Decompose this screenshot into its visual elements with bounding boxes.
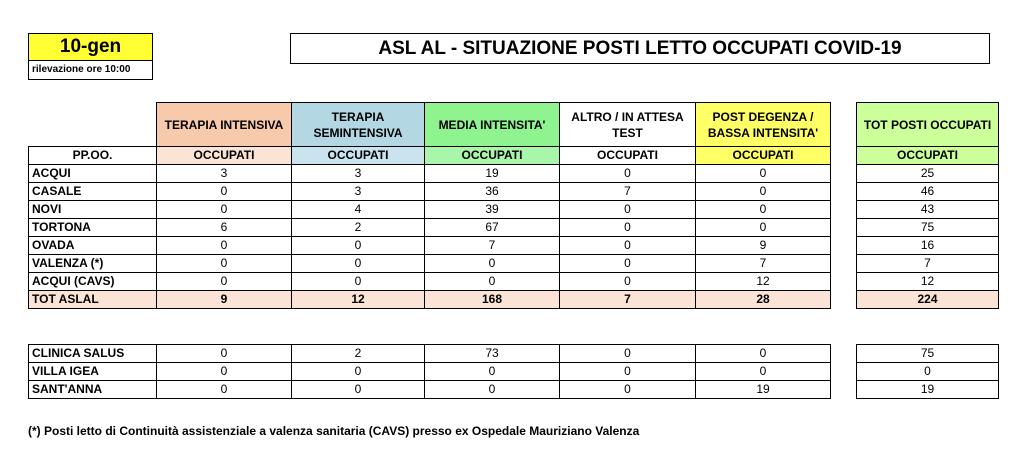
total-cell: 75 [857,219,999,237]
table-row [29,237,999,255]
value-cell: 0 [292,237,425,255]
sub-header: OCCUPATI [857,147,999,165]
table-row [29,201,999,219]
total-cell: 12 [857,273,999,291]
value-cell: 0 [560,381,696,399]
value-cell: 0 [425,255,560,273]
col-header-terapia-intensiva: TERAPIA INTENSIVA [157,103,292,147]
value-cell: 0 [157,345,292,363]
gap-cell [831,183,857,201]
col-header-post-degenza: POST DEGENZA / BASSA INTENSITA' [696,103,831,147]
value-cell: 0 [560,219,696,237]
sub-header: OCCUPATI [696,147,831,165]
other-facilities-table [28,344,999,399]
total-cell: 16 [857,237,999,255]
table-row [29,363,999,381]
row-label: VALENZA (*) [29,255,157,273]
gap-cell [831,237,857,255]
value-cell: 2 [292,345,425,363]
gap-cell [831,147,857,165]
footnote: (*) Posti letto di Continuità assistenziale a valenza sanitaria (CAVS) presso ex Ospedale Mauriziano Valenza [28,424,640,438]
total-cell: 0 [857,363,999,381]
value-cell: 9 [696,237,831,255]
value-cell: 36 [425,183,560,201]
value-cell: 0 [157,255,292,273]
row-label: ACQUI [29,165,157,183]
value-cell: 168 [425,291,560,309]
value-cell: 67 [425,219,560,237]
value-cell: 7 [560,183,696,201]
value-cell: 39 [425,201,560,219]
table-row [29,291,999,309]
gap-cell [831,273,857,291]
sub-header: OCCUPATI [425,147,560,165]
value-cell: 3 [292,165,425,183]
value-cell: 28 [696,291,831,309]
total-cell: 25 [857,165,999,183]
value-cell: 0 [696,183,831,201]
gap-cell [831,201,857,219]
value-cell: 0 [560,273,696,291]
value-cell: 0 [696,345,831,363]
value-cell: 0 [292,363,425,381]
value-cell: 6 [157,219,292,237]
row-label: CASALE [29,183,157,201]
value-cell: 0 [696,219,831,237]
table-row [29,183,999,201]
row-label: TORTONA [29,219,157,237]
occupancy-table [28,102,999,309]
value-cell: 7 [560,291,696,309]
sub-header: OCCUPATI [560,147,696,165]
table-row [29,381,999,399]
page-title: ASL AL - SITUAZIONE POSTI LETTO OCCUPATI COVID-19 [290,33,990,64]
gap-cell [831,103,857,147]
value-cell: 0 [157,237,292,255]
col-header-terapia-semintensiva: TERAPIA SEMINTENSIVA [292,103,425,147]
row-label: CLINICA SALUS [29,345,157,363]
sub-header: OCCUPATI [292,147,425,165]
value-cell: 0 [292,255,425,273]
value-cell: 0 [157,381,292,399]
value-cell: 0 [560,363,696,381]
total-cell: 46 [857,183,999,201]
gap-cell [831,345,857,363]
gap-cell [831,291,857,309]
total-cell: 224 [857,291,999,309]
col-header-media-intensita: MEDIA INTENSITA' [425,103,560,147]
value-cell: 0 [157,201,292,219]
value-cell: 0 [425,381,560,399]
row-label: OVADA [29,237,157,255]
row-label: NOVI [29,201,157,219]
date-label: 10-gen [28,33,153,61]
row-label: SANT'ANNA [29,381,157,399]
col-header-tot-posti: TOT POSTI OCCUPATI [857,103,999,147]
total-cell: 75 [857,345,999,363]
value-cell: 0 [425,273,560,291]
table-row [29,255,999,273]
value-cell: 3 [157,165,292,183]
gap-cell [831,165,857,183]
value-cell: 3 [292,183,425,201]
row-header-ppoo: PP.OO. [29,147,157,165]
value-cell: 0 [696,363,831,381]
row-label: ACQUI (CAVS) [29,273,157,291]
value-cell: 0 [560,255,696,273]
table-row [29,345,999,363]
row-label: VILLA IGEA [29,363,157,381]
table-row [29,219,999,237]
gap-cell [831,255,857,273]
total-cell: 7 [857,255,999,273]
value-cell: 12 [696,273,831,291]
value-cell: 0 [560,165,696,183]
gap-cell [831,363,857,381]
corner-blank [29,103,157,147]
gap-cell [831,219,857,237]
value-cell: 0 [157,183,292,201]
value-cell: 7 [425,237,560,255]
table-row [29,273,999,291]
value-cell: 19 [696,381,831,399]
value-cell: 2 [292,219,425,237]
col-header-altro-attesa-test: ALTRO / IN ATTESA TEST [560,103,696,147]
gap-cell [831,381,857,399]
sub-header: OCCUPATI [157,147,292,165]
value-cell: 0 [292,381,425,399]
value-cell: 0 [696,201,831,219]
value-cell: 0 [292,273,425,291]
value-cell: 12 [292,291,425,309]
value-cell: 4 [292,201,425,219]
value-cell: 9 [157,291,292,309]
value-cell: 0 [560,345,696,363]
value-cell: 0 [560,237,696,255]
value-cell: 0 [560,201,696,219]
table-row [29,165,999,183]
value-cell: 0 [696,165,831,183]
value-cell: 0 [157,363,292,381]
survey-time-label: rilevazione ore 10:00 [28,61,153,80]
value-cell: 19 [425,165,560,183]
value-cell: 0 [425,363,560,381]
value-cell: 0 [157,273,292,291]
value-cell: 73 [425,345,560,363]
total-cell: 43 [857,201,999,219]
row-label: TOT ASLAL [29,291,157,309]
total-cell: 19 [857,381,999,399]
value-cell: 7 [696,255,831,273]
